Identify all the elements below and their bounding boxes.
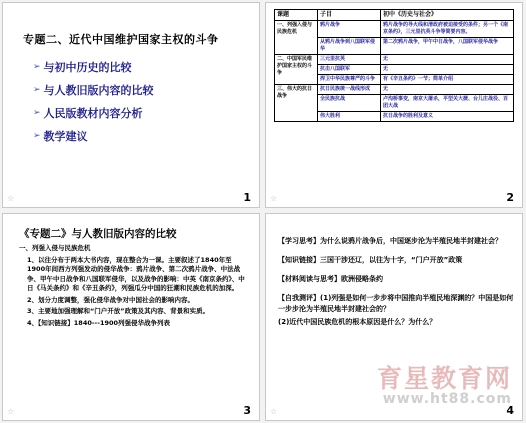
comparison-table <box>274 9 514 122</box>
slide-3-thumbnail[interactable] <box>2 213 260 421</box>
slide-3-title: 《专题二》与人教旧版内容的比较 <box>19 228 177 240</box>
outline-item: ➢ 教学建议 <box>33 129 88 143</box>
paragraph: 2、划分力度调整，强化侵华战争对中国社会的影响内容。 <box>27 295 195 304</box>
watermark <box>377 359 512 407</box>
slide-number: 2 <box>506 191 514 204</box>
table-cell: 全民族抗战 <box>318 95 381 112</box>
section-heading: 一、列强入侵与民族危机 <box>19 244 91 252</box>
table-cell: 三、伟大的抗日战争 <box>275 85 318 122</box>
table-row <box>275 21 514 38</box>
table-cell: 卢沟桥事变，南京大屠杀，平型关大捷、台儿庄战役、百团大战 <box>381 95 514 112</box>
paragraph: 【自我测评】(1)列强是如何一步步将中国推向半殖民地深渊的？中国是如何一步步沦为半殖民地半封建社会的？ <box>278 294 514 313</box>
arrow-bullet-icon: ➢ <box>33 61 41 72</box>
star-icon: ☆ <box>270 407 278 416</box>
slide-1-thumbnail[interactable] <box>2 2 260 208</box>
paragraph: 4、【知识链接】1840---1900列强侵华战争列表 <box>27 318 171 327</box>
slide-1-title: 专题二、近代中国维护国家主权的斗争 <box>23 33 219 46</box>
table-cell: 无 <box>381 65 514 75</box>
table-cell: 捍卫中华民族尊严的斗争 <box>318 75 381 85</box>
table-cell: 有《辛丑条约》一节；简单介绍 <box>381 75 514 85</box>
table-cell: 二、中国军民维护国家主权的斗争 <box>275 55 318 85</box>
table-cell: 一、列强入侵与民族危机 <box>275 21 318 55</box>
outline-list <box>33 55 154 147</box>
outline-item: ➢ 人民版教材内容分析 <box>33 106 143 120</box>
paragraph: 【材料阅读与思考】欧洲侵略条约 <box>278 275 383 283</box>
table-cell: 鸦片战争的导火线和清政府被迫接受的条件；另一个《南京条约》，三元里抗英斗争等简要内容。 <box>381 21 514 38</box>
table-cell: 抗日民族统一战线形成 <box>318 85 381 95</box>
slide-2-thumbnail[interactable] <box>265 2 523 208</box>
paragraph: 【知识链接】三国干涉还辽，以往为十字，“门户开放”政策 <box>278 256 463 264</box>
slide-4-thumbnail[interactable] <box>265 213 523 421</box>
table-cell: 抗日战争的胜利及意义 <box>381 112 514 122</box>
paragraph: 3、主要地加强理解和“门户开放”政策及其内容、背景和实质。 <box>27 307 210 315</box>
arrow-bullet-icon: ➢ <box>33 84 41 95</box>
table-cell: 伟大胜利 <box>318 112 381 122</box>
table-row <box>275 55 514 65</box>
watermark-url: www.ht88.com <box>382 391 512 407</box>
table-cell: 无 <box>381 55 514 65</box>
slide-4-body <box>278 236 514 336</box>
table-cell: 三元里抗英 <box>318 55 381 65</box>
arrow-bullet-icon: ➢ <box>33 107 41 118</box>
slide-number: 1 <box>243 191 251 204</box>
paragraph: (2)近代中国民族危机的根本原因是什么？为什么？ <box>278 318 437 326</box>
slide-number: 3 <box>243 404 251 417</box>
slide-number: 4 <box>506 404 514 417</box>
outline-item: ➢ 与初中历史的比较 <box>33 60 132 74</box>
star-icon: ☆ <box>270 194 278 203</box>
table-cell: 第二次鸦片战争，甲午中日战争，八国联军侵华战争 <box>381 38 514 55</box>
slide-3-body <box>19 244 245 330</box>
table-row <box>275 85 514 95</box>
paragraph: 【学习思考】为什么说鸦片战争后，中国逐步沦为半殖民地半封建社会？ <box>278 237 502 245</box>
table-header-row <box>275 10 514 21</box>
table-cell: 无 <box>381 85 514 95</box>
table-header-cell: 初中《历史与社会》 <box>381 10 514 21</box>
table-cell: 抗击八国联军 <box>318 65 381 75</box>
table-header-cell: 子目 <box>318 10 381 21</box>
outline-item: ➢ 与人教旧版内容的比较 <box>33 83 154 97</box>
star-icon: ☆ <box>7 194 15 203</box>
watermark-logo-text: 育星教育网 <box>376 364 512 393</box>
arrow-bullet-icon: ➢ <box>33 130 41 141</box>
paragraph: 1、以往分布于两本大书内容，现在整合为一课。主要叙述了1840年至1900年间西方列强发动的侵华战争：鸦片战争、第二次鸦片战争、中法战争、甲午中日战争和八国联军侵华，以及战争的影响：中英《南京条约》、中日《马关条约》和《辛丑条约》，列强瓜分中国的狂潮和民族危机的加深。 <box>27 255 245 292</box>
table-cell: 从鸦片战争到八国联军侵华 <box>318 38 381 55</box>
star-icon: ☆ <box>7 407 15 416</box>
table-cell: 鸦片战争 <box>318 21 381 38</box>
table-header-cell: 课题 <box>275 10 318 21</box>
